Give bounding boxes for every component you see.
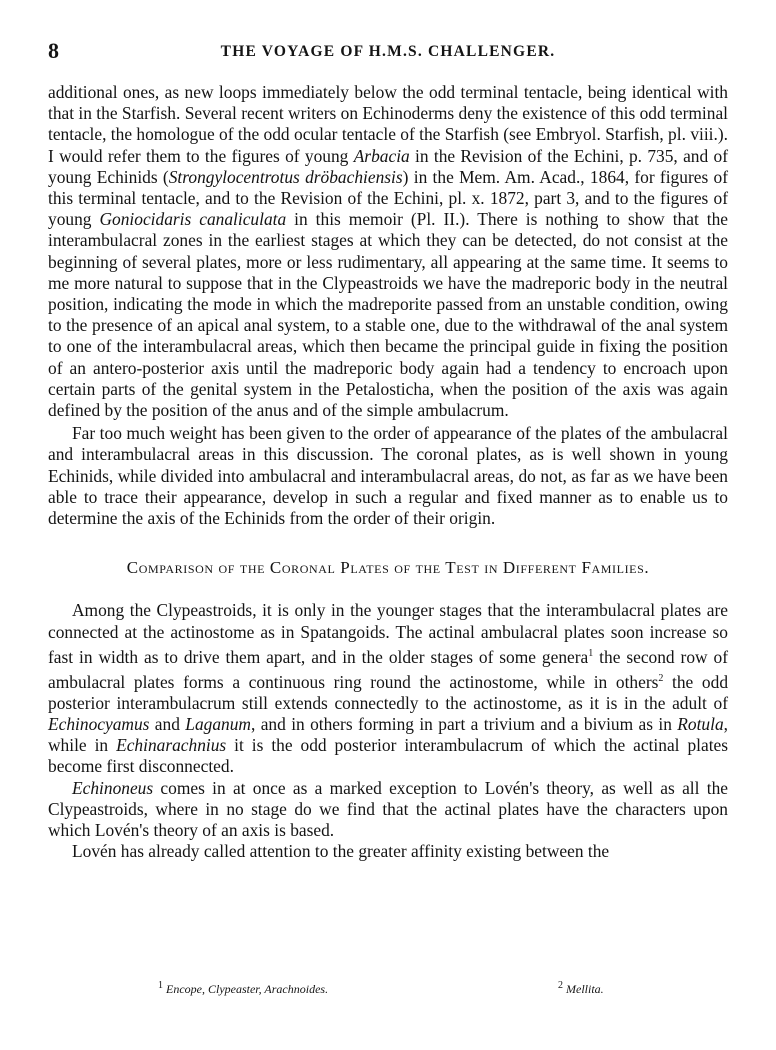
page-header bbox=[48, 38, 728, 66]
running-title: THE VOYAGE OF H.M.S. CHALLENGER. bbox=[220, 43, 556, 60]
page-number: 8 bbox=[48, 38, 59, 63]
paragraph-clypeastroids: Among the Clypeastroids, it is only in the younger stages that the interambulacral plates are connected at the actinostome as in Spatangoids. The actinal ambulacral plates soon increase so fast in width as to drive them apart, and in the older stages of some genera$^1$ the second row of ambulacral plates forms a continuous ring round the actinostome, while in others$^2$ the odd posterior interambulacrum still extends connectedly to the actinostome, as it is in the adult of Echinocyamus and Laganum, and in others forming in part a trivium and a bivium as in Rotula, while in Echinarachnius it is the odd posterior interambulacrum of which the actinal plates become first disconnected. bbox=[48, 600, 729, 777]
paragraph-order-of-plates: Far too much weight has been given to the order of appearance of the plates of the ambulacral and interambulacral areas in this discussion. The coronal plates, as is well shown in young Echinids, while divided into ambulacral and interambulacral areas, do not, as far as we have been able to trace their appearance, develop in such a regular and fixed manner as to enable us to determine the axis of the Echinids from the order of their origin. bbox=[48, 423, 728, 529]
footnote-ref-2: 2 bbox=[658, 672, 664, 684]
footnote-1: $^1$ Encope, Clypeaster, Arachnoides. bbox=[158, 980, 329, 996]
section-heading: Comparison of the Coronal Plates of the Test in Different Families. bbox=[126, 558, 650, 578]
paragraph-echinoneus: Echinoneus comes in at once as a marked exception to Lovén's theory, as well as all the Clypeastroids, where in no stage do we find that the actinal plates have the characters upon which Lovén's theory of an axis is based. bbox=[48, 777, 728, 841]
main-text bbox=[48, 82, 728, 863]
paragraph-loven: Lovén has already called attention to the greater affinity existing between the bbox=[72, 841, 610, 862]
footnote-2: $^2$ Mellita. bbox=[558, 980, 604, 996]
footnote-ref-1: 1 bbox=[588, 647, 594, 659]
paragraph-continuation: additional ones, as new loops immediately below the odd terminal tentacle, being identical with that in the Starfish. Several recent writers on Echinoderms deny the existence of this odd terminal tentacle, the homologue of the odd ocular tentacle of the Starfish (see Embryol. Starfish, pl. viii.). I would refer them to the figures of young Arbacia in the Revision of the Echini, p. 735, and of young Echinids (Strongylocentrotus dröbachiensis) in the Mem. Am. Acad., 1864, for figures of this terminal tentacle, and to the Revision of the Echini, pl. x. 1872, part 3, and to the figures of young Goniocidaris canaliculata in this memoir (Pl. II.). There is nothing to show that the interambulacral zones in the earliest stages at which they can be detected, do not consist at the beginning of several plates, more or less rudimentary, all appearing at the same time. It seems to me more natural to suppose that in the Clypeastroids we have the madreporic body in the neutral position, indicating the mode in which the madreporite passed from an unstable condition, owing to the presence of an apical anal system, to a stable one, due to the withdrawal of the anal system to one of the interambulacral areas, which then became the principal guide in fixing the position of an antero-posterior axis until the madreporic body again had a tendency to encroach upon certain parts of the genital system in the Petalosticha, when the position of the axis was again defined by the position of the anus and of the simple ambulacrum. bbox=[48, 82, 729, 421]
